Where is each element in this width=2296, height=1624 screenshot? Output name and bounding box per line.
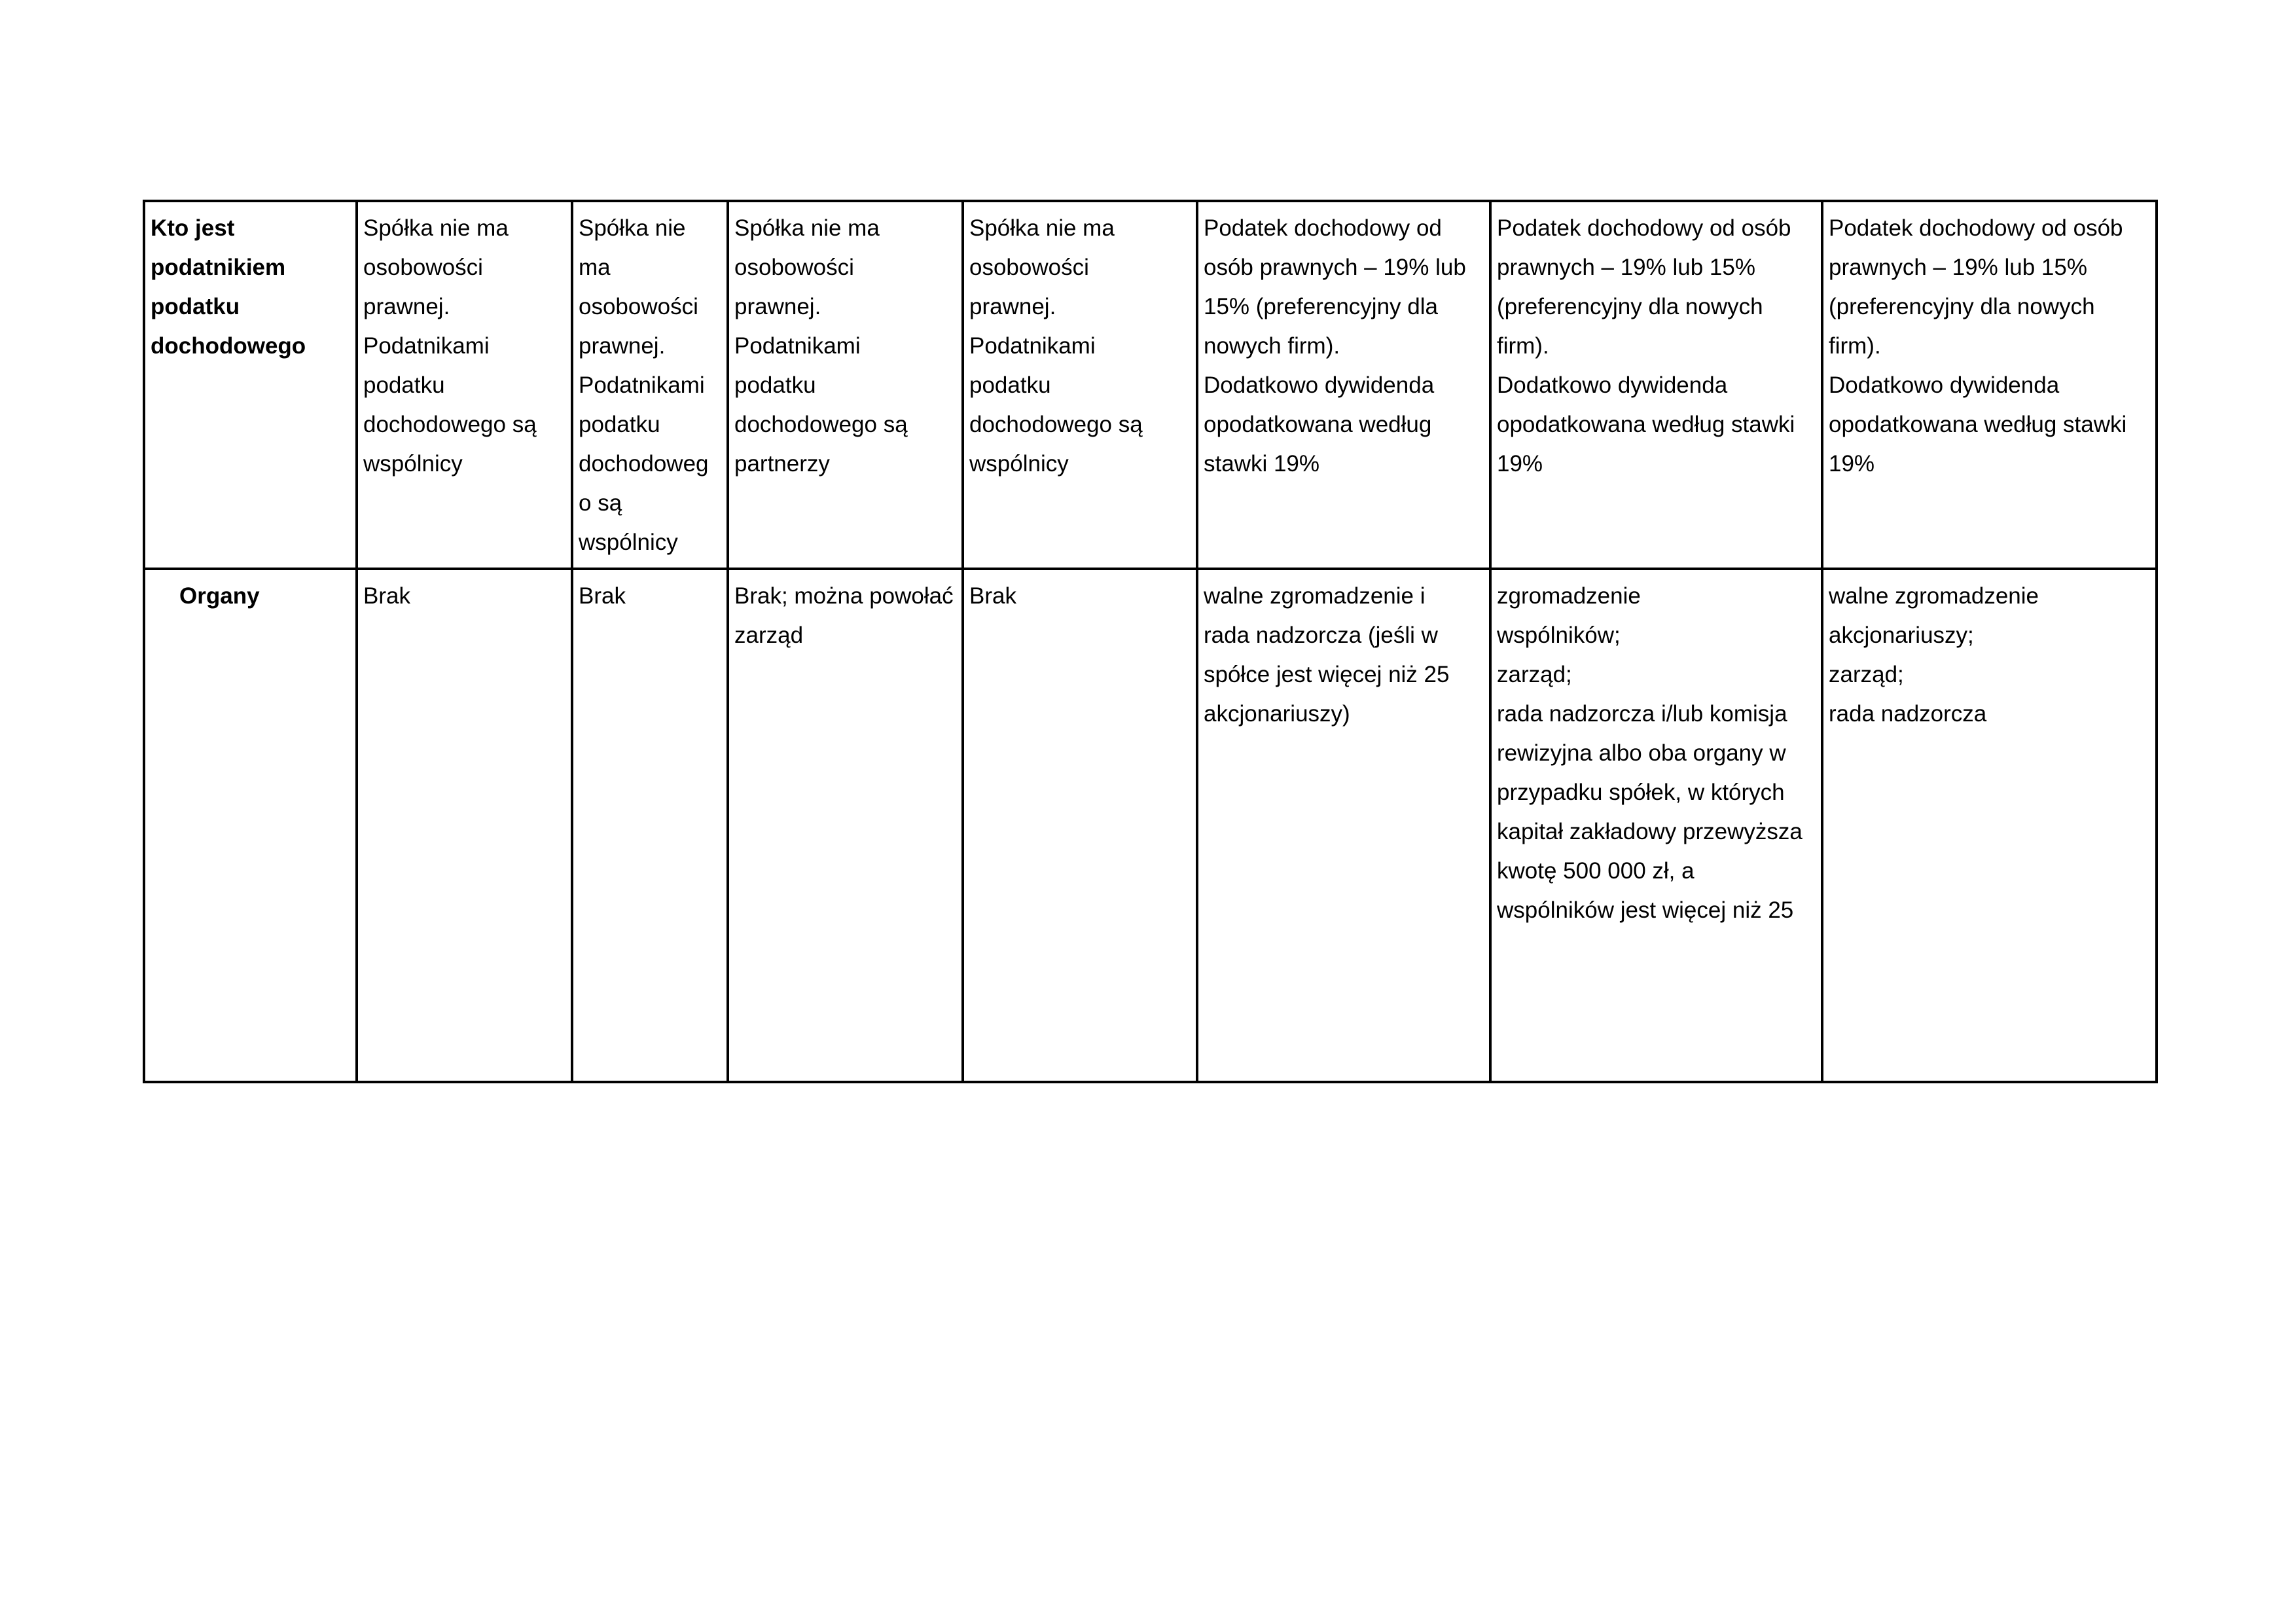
table-cell: [1822, 201, 2157, 569]
table-cell: [357, 569, 572, 1082]
table-cell: [1822, 569, 2157, 1082]
table-cell: [1197, 569, 1490, 1082]
cell-text: Spółka nie ma osobowości prawnej. Podatnikami podatku dochodoweg o są wspólnicy: [579, 215, 709, 555]
cell-text: Brak: [579, 583, 626, 609]
cell-text: Spółka nie ma osobowości prawnej. Podatnikami podatku dochodowego są wspólnicy: [969, 215, 1143, 477]
table-row-organs: [144, 569, 2157, 1082]
table-row-taxpayer: [144, 201, 2157, 569]
cell-text: Brak; można powołać zarząd: [734, 583, 954, 648]
table-cell: [963, 569, 1197, 1082]
table-cell: [1490, 201, 1822, 569]
table-cell: [357, 201, 572, 569]
comparison-table: [143, 200, 2158, 1083]
cell-text: walne zgromadzenie akcjonariuszy; zarząd; rada nadzorcza: [1829, 583, 2039, 727]
cell-text: Podatek dochodowy od osób prawnych – 19% lub 15% (preferencyjny dla nowych firm). Dodatkowo dywidenda opodatkowana według stawki 19%: [1204, 215, 1466, 477]
table-cell: [728, 201, 963, 569]
table-cell: [728, 569, 963, 1082]
cell-text: zgromadzenie wspólników; zarząd; rada nadzorcza i/lub komisja rewizyjna albo oba organy w przypadku spółek, w których kapitał zakładowy przewyższa kwotę 500 000 zł, a wspólników jest więcej niż 25: [1497, 583, 1803, 923]
cell-text: Podatek dochodowy od osób prawnych – 19% lub 15% (preferencyjny dla nowych firm). Dodatkowo dywidenda opodatkowana według stawki 19%: [1497, 215, 1795, 477]
table-cell: [963, 201, 1197, 569]
cell-text: walne zgromadzenie i rada nadzorcza (jeśli w spółce jest więcej niż 25 akcjonariuszy): [1204, 583, 1450, 727]
cell-text: Podatek dochodowy od osób prawnych – 19% lub 15% (preferencyjny dla nowych firm). Dodatkowo dywidenda opodatkowana według stawki 19%: [1829, 215, 2127, 477]
cell-text: Spółka nie ma osobowości prawnej. Podatnikami podatku dochodowego są partnerzy: [734, 215, 908, 477]
row-header-organs-text: Organy: [179, 583, 260, 609]
cell-text: Spółka nie ma osobowości prawnej. Podatnikami podatku dochodowego są wspólnicy: [363, 215, 537, 477]
table-cell: [572, 569, 728, 1082]
table-cell: [572, 201, 728, 569]
table-cell: [1490, 569, 1822, 1082]
cell-text: Brak: [363, 583, 410, 609]
row-header-taxpayer-text: Kto jest podatnikiem podatku dochodowego: [151, 215, 306, 359]
table-cell: [1197, 201, 1490, 569]
row-header-taxpayer: [144, 201, 357, 569]
cell-text: Brak: [969, 583, 1016, 609]
row-header-organs: [144, 569, 357, 1082]
